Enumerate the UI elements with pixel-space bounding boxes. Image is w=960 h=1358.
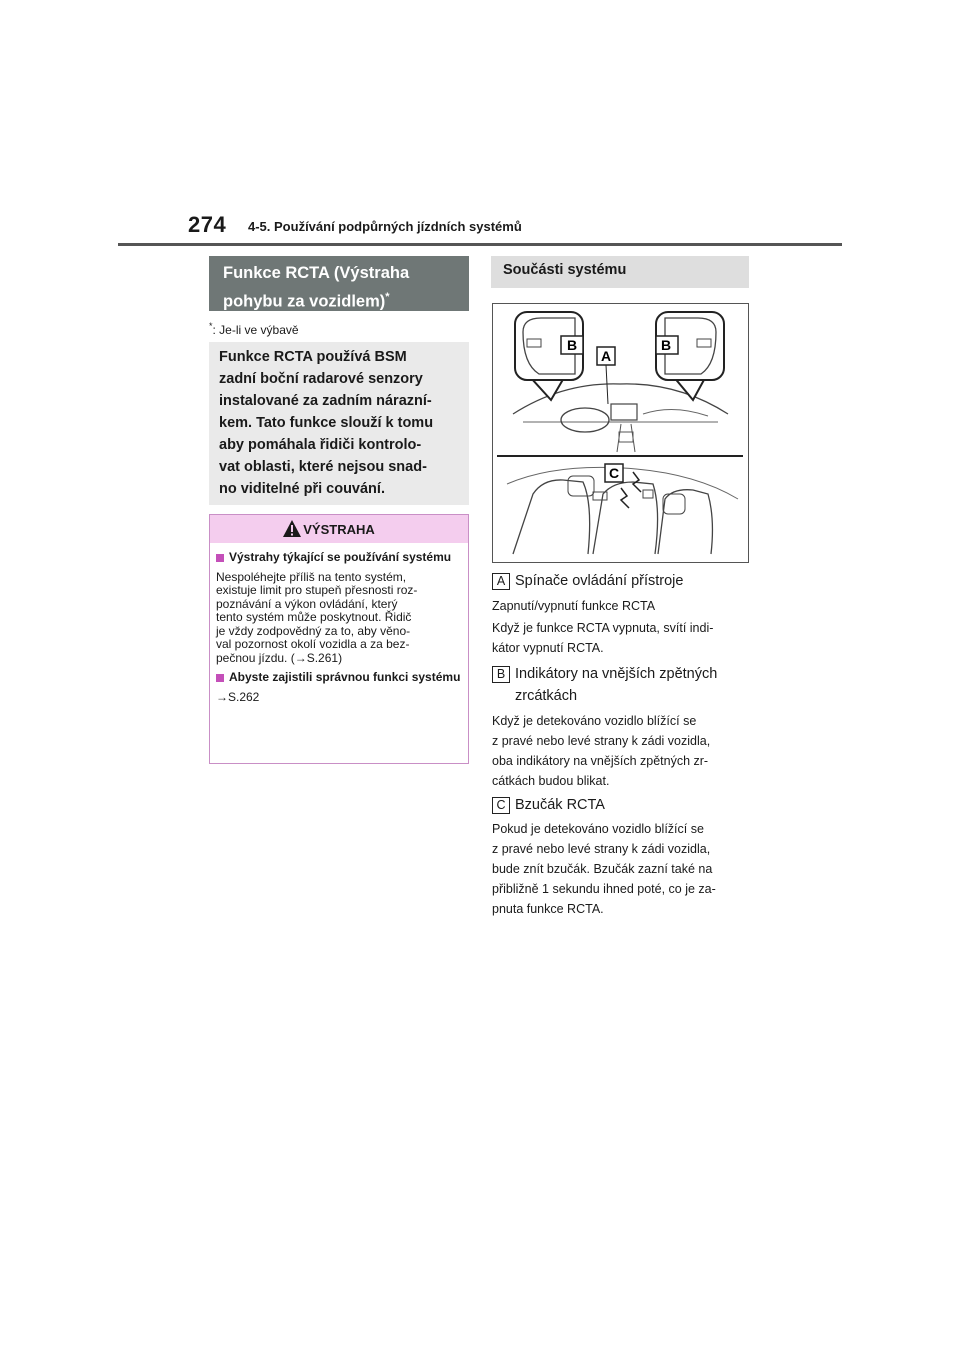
item-a-text: Zapnutí/vypnutí funkce RCTA Když je funkce RCTA vypnuta, svítí indi- kátor vypnutí RCTA. — [492, 599, 714, 655]
system-illustration — [492, 303, 749, 563]
header-divider — [118, 243, 842, 246]
rcta-heading — [209, 256, 469, 311]
warning-subheading: Výstrahy týkající se používání systému — [216, 551, 462, 565]
bullet-square-icon — [216, 554, 224, 562]
intro-line: zadní boční radarové senzory — [219, 371, 423, 387]
warning-paragraph: Nespoléhejte příliš na tento systém, existuje limit pro stupeň přesnosti roz- poznávání a výkon ovládání, který tento systém může poskytnout. Řidič je vždy zodpovědný za to, aby věno- val pozornost okolí vozidla a za bez- pečnou jízdu. (→S.261) — [216, 569, 418, 665]
warning-title: VÝSTRAHA — [303, 521, 375, 537]
item-a-tag: A — [492, 573, 510, 590]
item-b-title-line1: Indikátory na vnějších zpětných — [515, 666, 718, 682]
intro-line: instalované za zadním nárazní- — [219, 393, 432, 409]
bullet-square-icon — [216, 674, 224, 682]
item-c-tag: C — [492, 797, 510, 814]
vehicle-diagram — [493, 304, 748, 562]
footnote — [209, 321, 299, 337]
footnote-mark: * — [209, 321, 213, 331]
intro-line: kem. Tato funkce slouží k tomu — [219, 415, 434, 431]
rcta-heading-line1: Funkce RCTA (Výstraha — [223, 264, 410, 282]
rcta-heading-mark: * — [385, 291, 390, 303]
item-b-tag: B — [492, 666, 510, 683]
footnote-text: : Je-li ve výbavě — [212, 323, 299, 337]
item-b-title-line2: zrcátkách — [515, 688, 578, 704]
item-b-heading — [492, 663, 717, 707]
warning-header — [210, 515, 468, 543]
warning-box — [209, 514, 469, 764]
intro-line: vat oblasti, které nejsou snad- — [219, 459, 427, 475]
section-title: 4-5. Používání podpůrných jízdních systémů — [248, 219, 522, 234]
intro-line: aby pomáhala řidiči kontrolo- — [219, 437, 422, 453]
intro-box — [209, 342, 469, 505]
figure-label-b-right: B — [661, 337, 672, 353]
intro-line: no viditelné při couvání. — [219, 481, 385, 497]
components-heading: Součásti systému — [491, 256, 749, 288]
warning-reference: →S.262 — [216, 689, 260, 704]
item-c-text: Pokud je detekováno vozidlo blížící se z pravé nebo levé strany k zádi vozidla, bude znít bzučák. Bzučák zazní také na přibližně 1 sekundu ihned poté, co je za- pnuta funkce RCTA. — [492, 822, 716, 916]
item-c-title: Bzučák RCTA — [515, 797, 605, 813]
warning-subheading: Abyste zajistili správnou funkci systému — [216, 671, 462, 685]
figure-label-c: C — [609, 465, 620, 481]
figure-label-b-left: B — [567, 337, 578, 353]
item-a-heading — [492, 570, 683, 592]
rcta-heading-line2: pohybu za vozidlem) — [223, 292, 386, 311]
figure-label-a: A — [601, 348, 612, 364]
item-c-heading — [492, 794, 605, 816]
page-number: 274 — [188, 212, 227, 237]
intro-line: Funkce RCTA používá BSM — [219, 349, 407, 365]
item-b-text: Když je detekováno vozidlo blížící se z pravé nebo levé strany k zádi vozidla, oba indikátory na vnějších zpětných zr- cátkách budou blikat. — [492, 714, 711, 788]
warning-triangle-icon — [282, 519, 302, 538]
item-a-title: Spínače ovládání přístroje — [515, 573, 684, 589]
